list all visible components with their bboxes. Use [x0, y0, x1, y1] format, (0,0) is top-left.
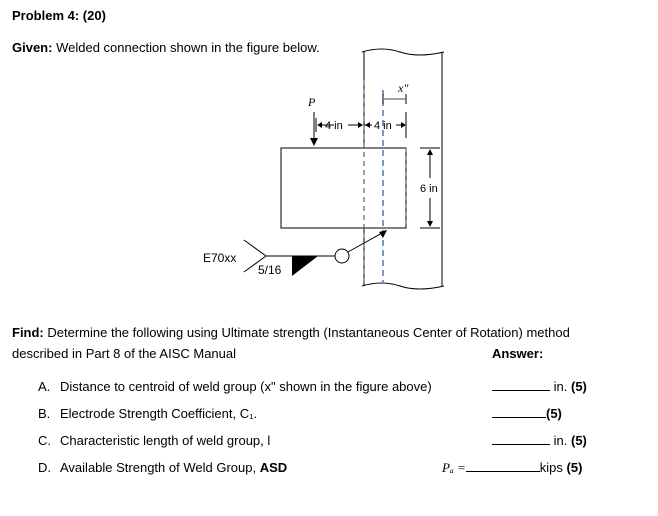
list-item-d: D. Available Strength of Weld Group, ASD — [38, 460, 288, 475]
given-text: Welded connection shown in the figure below. — [52, 40, 320, 55]
answer-c-blank[interactable] — [492, 433, 550, 445]
weld-size-label: 5/16 — [258, 263, 282, 277]
given-label: Given: — [12, 40, 53, 55]
vdim-label: 6 in — [420, 183, 438, 195]
find-label: Find: — [12, 325, 44, 340]
dim-left-arrowhead — [317, 122, 322, 128]
problem-title: Problem 4: (20) — [12, 8, 106, 23]
vdim-top-arrowhead — [427, 149, 433, 155]
answer-a-blank[interactable] — [492, 379, 550, 391]
fillet-weld-symbol — [292, 256, 318, 276]
answer-b: (5) — [492, 406, 562, 421]
vdim-bottom-arrowhead — [427, 221, 433, 227]
list-item-a: A. Distance to centroid of weld group (x" shown in the figure above) — [38, 379, 432, 394]
top-break-line — [362, 49, 444, 55]
electrode-label: E70xx — [203, 251, 237, 265]
answer-b-blank[interactable] — [492, 406, 546, 418]
dim-right-label: 4 in — [374, 120, 392, 132]
dim-right-arrowhead-right — [401, 122, 406, 128]
answer-d: Pₐ = kips (5) — [442, 460, 583, 475]
answer-header: Answer: — [492, 346, 544, 361]
bracket-plate — [281, 148, 406, 228]
load-label: P — [308, 95, 316, 109]
weld-leader-line — [348, 232, 384, 252]
answer-a: in. (5) — [492, 379, 587, 394]
x-label: x" — [398, 81, 409, 95]
dim-left-label: 4 in — [325, 120, 343, 132]
answer-d-blank[interactable] — [466, 460, 540, 472]
dim-right-arrowhead-left — [365, 122, 370, 128]
list-item-c: C. Characteristic length of weld group, l — [38, 433, 271, 448]
weld-all-around-circle — [335, 249, 349, 263]
find-line-2: described in Part 8 of the AISC Manual — [12, 346, 237, 361]
list-item-b: B. Electrode Strength Coefficient, C₁. — [38, 406, 258, 421]
weld-tail-upper — [244, 240, 266, 256]
bottom-break-line — [362, 283, 444, 289]
answer-c: in. (5) — [492, 433, 587, 448]
find-line-1: Find: Determine the following using Ultimate strength (Instantaneous Center of Rotation) method — [12, 325, 570, 340]
dim-mid-arrowhead — [358, 122, 363, 128]
pa-label: Pₐ = — [442, 460, 466, 475]
load-arrow-head — [310, 138, 318, 146]
